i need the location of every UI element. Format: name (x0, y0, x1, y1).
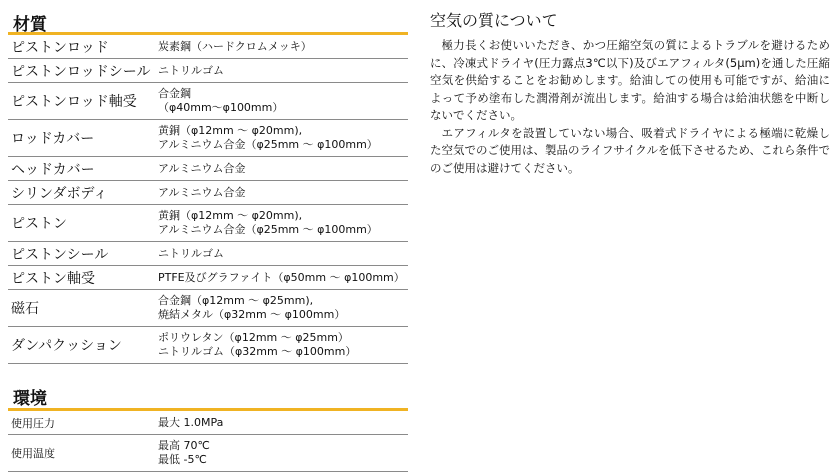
material-row (8, 266, 408, 290)
row-label: ピストンロッド軸受 (8, 83, 158, 120)
environment-row (8, 435, 408, 472)
value-line: 最低 -5℃ (158, 453, 207, 466)
material-row (8, 327, 408, 364)
row-value (158, 181, 408, 205)
value-line: アルミニウム合金 (158, 185, 246, 199)
row-label: ヘッドカバー (8, 157, 158, 181)
value-line: 炭素鋼（ハードクロムメッキ） (158, 39, 312, 53)
row-value (158, 157, 408, 181)
value-line: 最大 1.0MPa (158, 415, 224, 429)
row-label: ダンパクッション (8, 327, 158, 364)
value-line: アルミニウム合金（φ25mm ～ φ100mm） (158, 223, 378, 236)
row-label: シリンダボディ (8, 181, 158, 205)
material-row (8, 120, 408, 157)
row-label: 磁石 (8, 290, 158, 327)
value-line: ニトリルゴム (158, 63, 224, 77)
air-quality-heading: 空気の質について (430, 11, 558, 30)
materials-table (8, 35, 408, 364)
row-label: ロッドカバー (8, 120, 158, 157)
material-row (8, 181, 408, 205)
material-row (8, 59, 408, 83)
value-line: （φ40mm～φ100mm） (158, 101, 284, 114)
value-line: アルミニウム合金（φ25mm ～ φ100mm） (158, 138, 378, 151)
row-value (158, 59, 408, 83)
material-row (8, 83, 408, 120)
value-line: 合金鋼 (158, 87, 191, 100)
environment-row (8, 411, 408, 435)
left-column (8, 0, 408, 472)
material-row (8, 242, 408, 266)
row-value (158, 83, 408, 120)
row-label: 使用圧力 (8, 411, 158, 435)
environment-table (8, 411, 408, 472)
environment-heading: 環境 (8, 378, 408, 411)
materials-heading: 材質 (8, 0, 408, 35)
row-value (158, 205, 408, 242)
value-line: ニトリルゴム（φ32mm ～ φ100mm） (158, 345, 357, 358)
value-line: アルミニウム合金 (158, 161, 246, 175)
value-line: 最高 70℃ (158, 439, 210, 452)
air-quality-section (430, 8, 830, 177)
material-row (8, 205, 408, 242)
row-value (158, 327, 408, 364)
value-line: ポリウレタン（φ12mm ～ φ25mm） (158, 331, 349, 344)
row-value (158, 120, 408, 157)
row-label: ピストンシール (8, 242, 158, 266)
air-quality-paragraph-1: 極力長くお使いいただき、かつ圧縮空気の質によるトラブルを避けるために、冷凍式ドライヤ(圧力露点3℃以下)及びエアフィルタ(5μm)を通した圧縮空気を供給することをお勧めします。給油しての使用も可能ですが、給油によって予め塗布した潤滑剤が流出します。給油する場合は給油状態を中断しないでください。 (430, 38, 830, 122)
material-row (8, 35, 408, 59)
row-value (158, 266, 408, 290)
row-label: ピストンロッド (8, 35, 158, 59)
row-value (158, 290, 408, 327)
row-value (158, 435, 408, 472)
air-quality-paragraph-2: エアフィルタを設置していない場合、吸着式ドライヤによる極端に乾燥した空気でのご使用は、製品のライフサイクルを低下させるため、これら条件でのご使用は避けてください。 (430, 125, 830, 175)
value-line: 黄銅（φ12mm ～ φ20mm), (158, 209, 303, 222)
row-value (158, 411, 408, 435)
value-line: 合金鋼（φ12mm ～ φ25mm), (158, 294, 314, 307)
value-line: 黄銅（φ12mm ～ φ20mm), (158, 124, 303, 137)
row-label: ピストンロッドシール (8, 59, 158, 83)
material-row (8, 157, 408, 181)
value-line: ニトリルゴム (158, 246, 224, 260)
row-label: 使用温度 (8, 435, 158, 472)
row-value (158, 242, 408, 266)
row-value (158, 35, 408, 59)
value-line: 焼結メタル（φ32mm ～ φ100mm） (158, 308, 346, 321)
value-line: PTFE及びグラファイト（φ50mm ～ φ100mm） (158, 270, 405, 284)
row-label: ピストン軸受 (8, 266, 158, 290)
material-row (8, 290, 408, 327)
row-label: ピストン (8, 205, 158, 242)
